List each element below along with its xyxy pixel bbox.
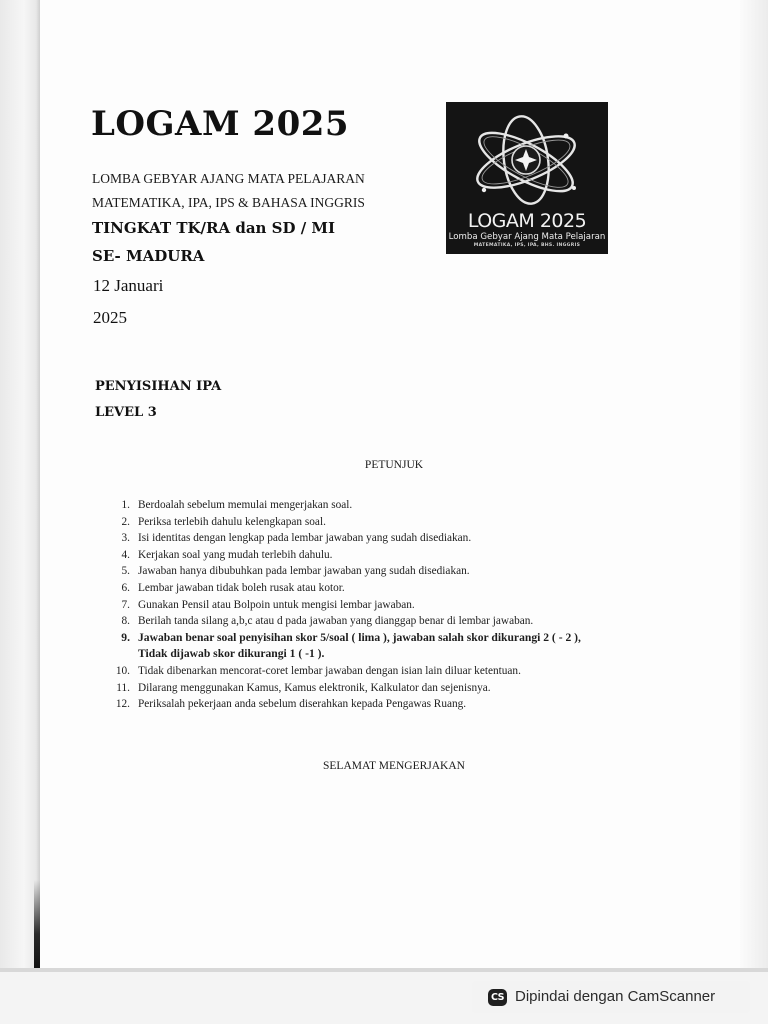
item-text: Lembar jawaban tidak boleh rusak atau kotor. <box>138 581 345 594</box>
item-number: 3. <box>121 532 130 545</box>
list-item <box>108 514 668 531</box>
page-bottom-edge <box>0 968 768 972</box>
level-line-1: TINGKAT TK/RA dan SD / MI <box>92 219 336 237</box>
item-text-continuation: Tidak dijawab skor dikurangi 1 ( -1 ). <box>138 647 325 661</box>
item-number: 2. <box>121 515 130 528</box>
page-left-edge <box>0 0 40 970</box>
list-item <box>108 597 668 614</box>
item-number: 6. <box>121 581 130 594</box>
item-text: Periksa terlebih dahulu kelengkapan soal. <box>138 515 326 528</box>
subtitle-line-2: MATEMATIKA, IPA, IPS & BAHASA INGGRIS <box>92 195 365 210</box>
camscanner-icon: CS <box>488 989 507 1006</box>
closing-text: SELAMAT MENGERJAKAN <box>323 760 465 772</box>
logo-title: LOGAM 2025 <box>467 210 587 232</box>
logo-subjects: MATEMATIKA, IPS, IPA, BHS. INGGRIS <box>473 243 581 248</box>
instructions-heading: PETUNJUK <box>364 459 424 471</box>
logam-logo <box>446 102 608 254</box>
item-text: Jawaban hanya dibubuhkan pada lembar jawaban yang sudah disediakan. <box>138 565 470 578</box>
page-right-edge <box>740 0 768 970</box>
list-item <box>108 630 668 663</box>
item-text: Jawaban benar soal penyisihan skor 5/soal ( lima ), jawaban salah skor dikurangi 2 ( - 2 ), <box>138 630 581 644</box>
level-line-2: SE- MADURA <box>92 247 205 265</box>
logo-subtitle: Lomba Gebyar Ajang Mata Pelajaran <box>448 232 606 242</box>
item-number: 5. <box>121 565 130 578</box>
item-number: 8. <box>121 615 130 628</box>
item-text: Berdoalah sebelum memulai mengerjakan soal. <box>138 499 353 511</box>
item-number: 12. <box>115 698 130 711</box>
instructions-list <box>108 497 668 713</box>
list-item <box>108 613 668 630</box>
level-title: LEVEL 3 <box>95 405 157 420</box>
date-line-2: 2025 <box>93 308 127 327</box>
document-title: LOGAM 2025 <box>91 104 350 144</box>
item-text: Isi identitas dengan lengkap pada lembar jawaban yang sudah disediakan. <box>138 532 472 545</box>
item-number: 9. <box>121 630 130 644</box>
paper-sheet <box>40 0 768 970</box>
item-text: Dilarang menggunakan Kamus, Kamus elektronik, Kalkulator dan sejenisnya. <box>138 681 491 694</box>
item-number: 10. <box>115 664 130 677</box>
item-number: 1. <box>121 499 130 511</box>
camscanner-text: Dipindai dengan CamScanner <box>515 988 716 1005</box>
camscanner-watermark <box>472 981 750 1013</box>
date-line-1: 12 Januari <box>93 276 164 295</box>
list-item <box>108 497 668 514</box>
list-item <box>108 547 668 564</box>
item-text: Berilah tanda silang a,b,c atau d pada jawaban yang dianggap benar di lembar jawaban. <box>138 615 534 628</box>
item-text: Tidak dibenarkan mencorat-coret lembar jawaban dengan isian lain diluar ketentuan. <box>138 664 521 677</box>
item-text: Kerjakan soal yang mudah terlebih dahulu. <box>138 548 333 561</box>
item-number: 7. <box>121 598 130 611</box>
item-text: Periksalah pekerjaan anda sebelum diserahkan kepada Pengawas Ruang. <box>138 698 467 711</box>
section-title: PENYISIHAN IPA <box>95 379 222 394</box>
list-item <box>108 680 668 697</box>
list-item <box>108 563 668 580</box>
list-item <box>108 580 668 597</box>
item-number: 11. <box>116 681 130 694</box>
list-item <box>108 696 668 713</box>
list-item <box>108 663 668 680</box>
subtitle-line-1: LOMBA GEBYAR AJANG MATA PELAJARAN <box>92 171 365 186</box>
item-text: Gunakan Pensil atau Bolpoin untuk mengisi lembar jawaban. <box>138 598 415 611</box>
list-item <box>108 530 668 547</box>
item-number: 4. <box>121 548 130 561</box>
